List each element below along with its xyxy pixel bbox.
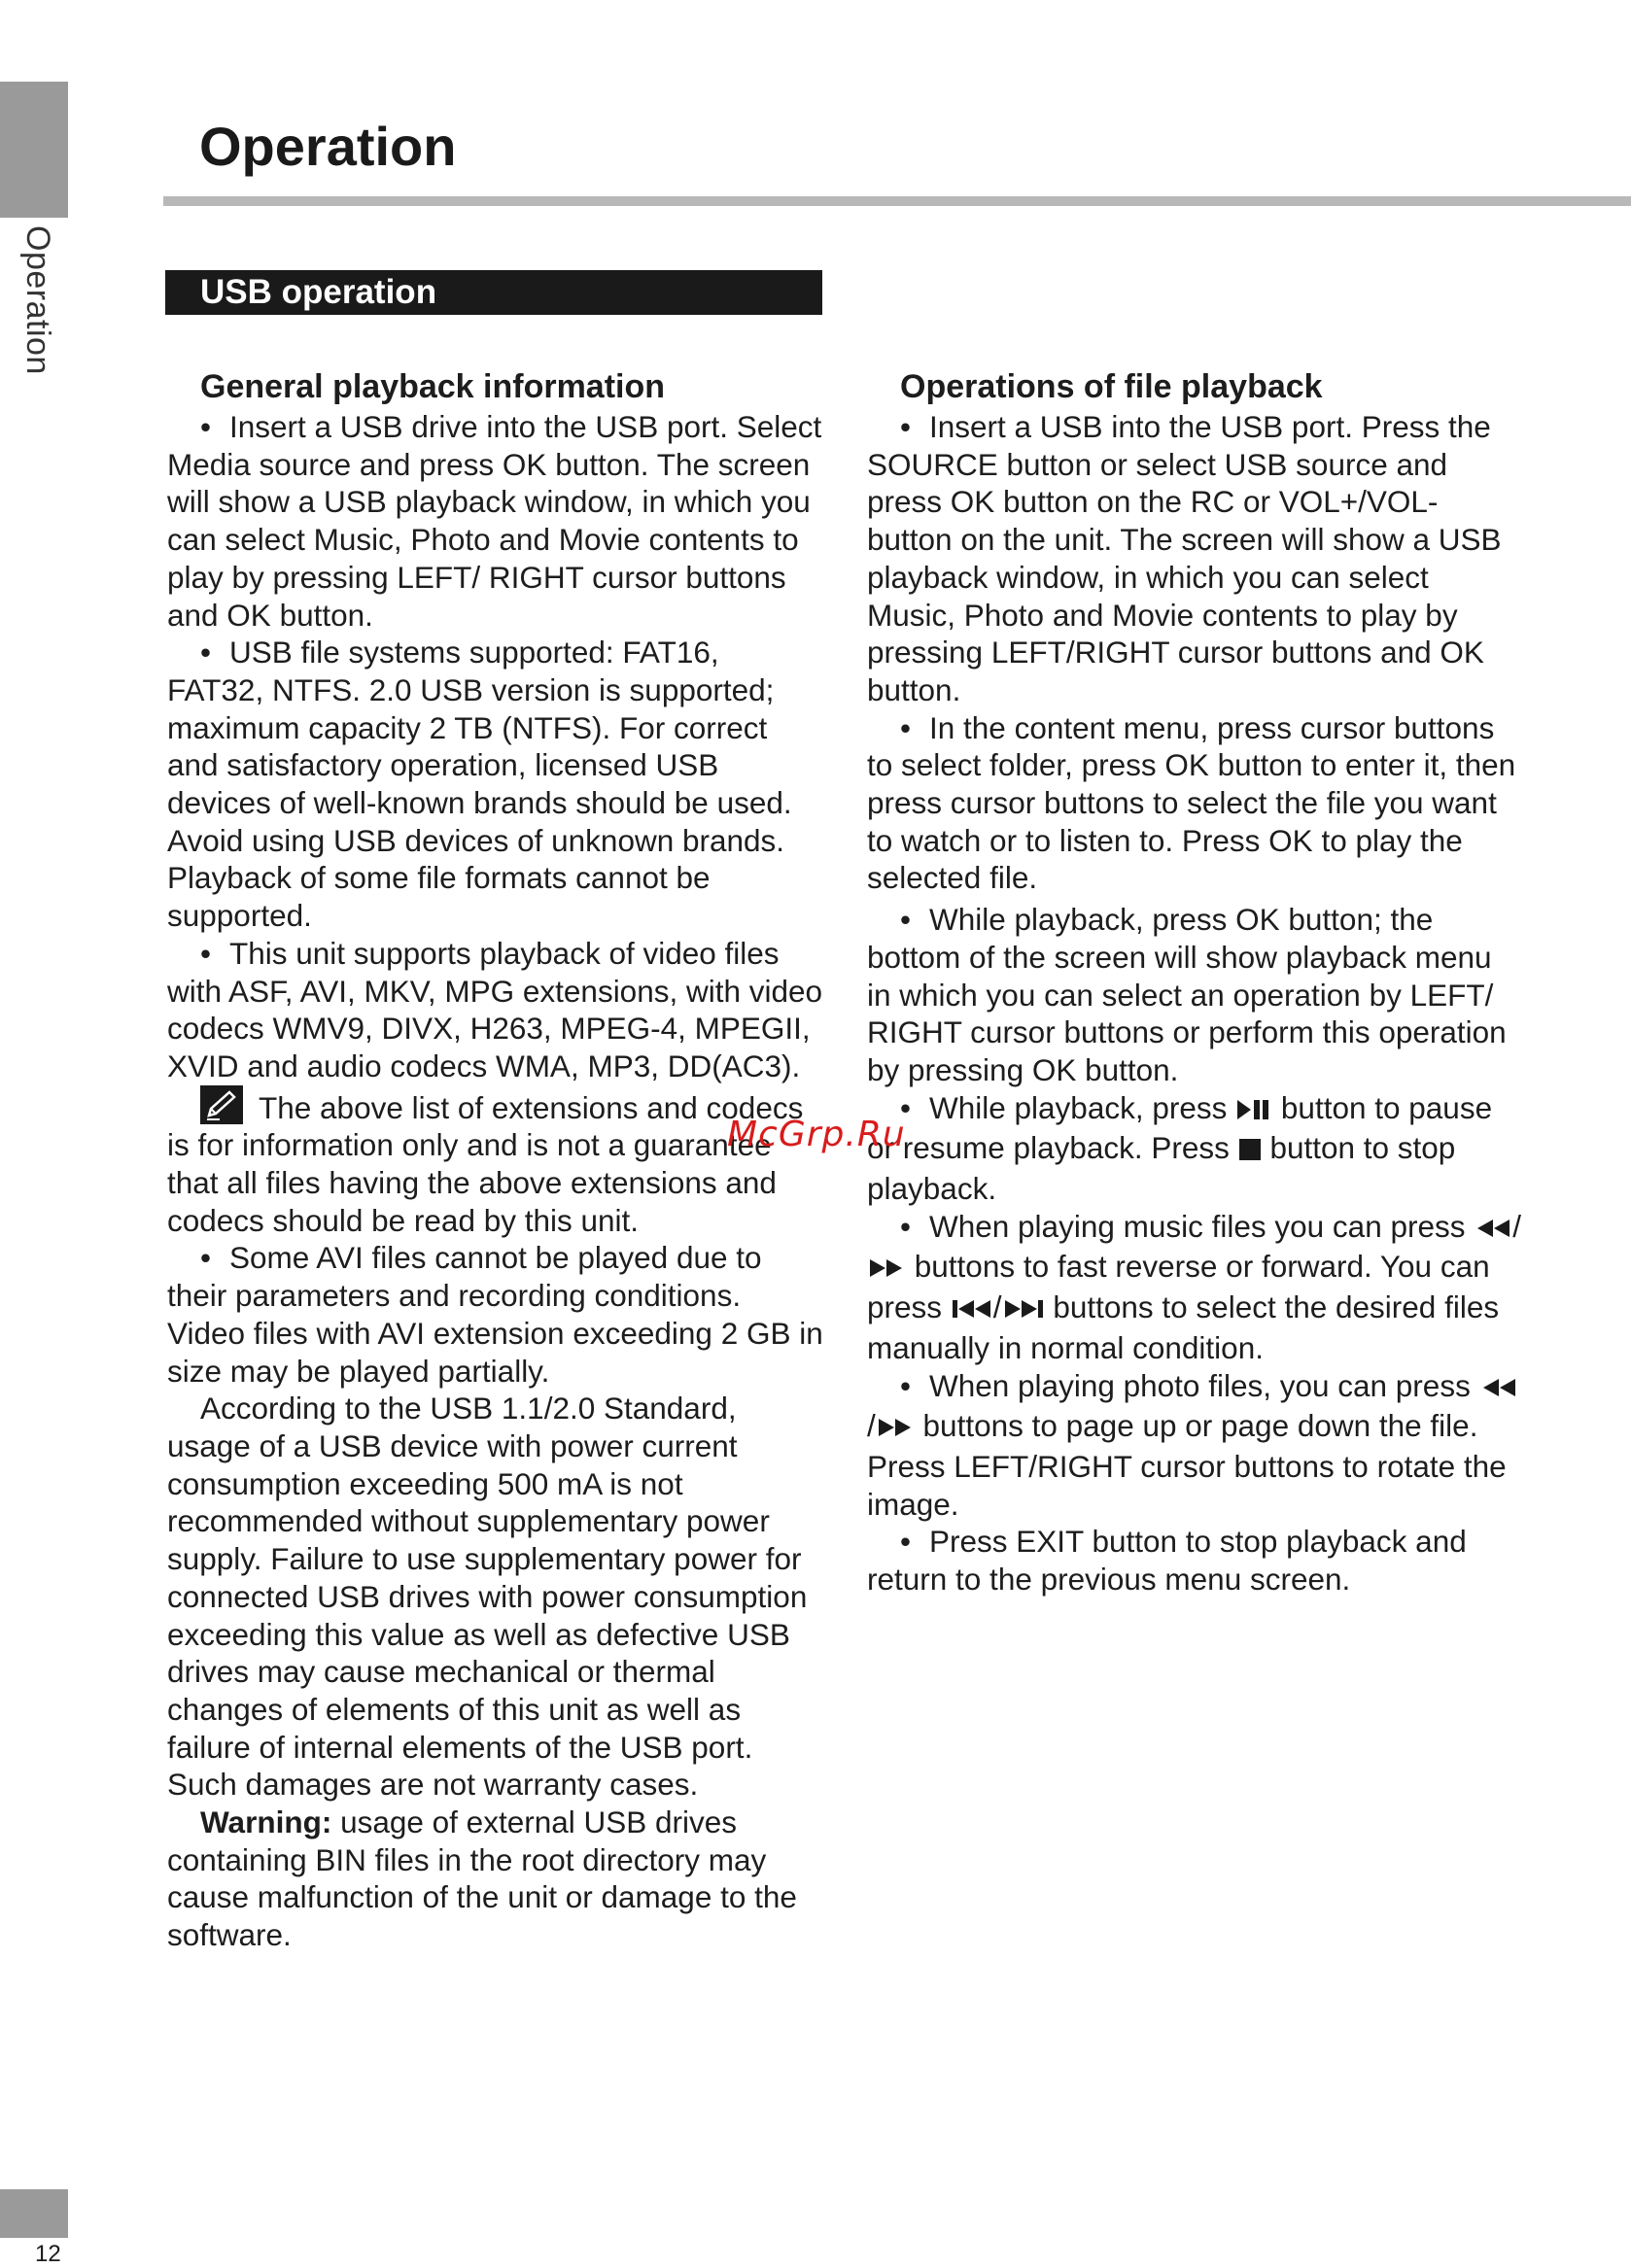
bullet-icon: •	[900, 1089, 912, 1125]
play-pause-icon	[1235, 1092, 1272, 1130]
bullet-icon: •	[200, 1240, 212, 1276]
bullet-icon: •	[900, 1208, 912, 1244]
list-item: • When playing music files you can press / buttons to fast reverse or forward. You can press / buttons to select the desired files manually in normal condition.	[867, 1208, 1522, 1365]
stop-icon	[1238, 1132, 1262, 1170]
bullet-icon: •	[900, 709, 912, 745]
file-playback-heading: Operations of file playback	[900, 368, 1323, 405]
page-number: 12	[35, 2241, 61, 2267]
title-divider	[163, 196, 1631, 206]
bullet-icon: •	[200, 635, 212, 670]
bullet-icon: •	[900, 902, 912, 938]
list-item: • This unit supports playback of video files with ASF, AVI, MKV, MPG extensions, with video codecs WMV9, DIVX, H263, MPEG-4, MPEGII, XVID and audio codecs WMA, MP3, DD(AC3).	[167, 935, 823, 1083]
list-item: • While playback, press button to pause or resume playback. Press button to stop playback.	[867, 1089, 1493, 1207]
list-item: • Insert a USB drive into the USB port. Select Media source and press OK button. The screen will show a USB playback window, in which you can select Music, Photo and Movie contents to play by pressing LEFT/ RIGHT cursor buttons and OK button.	[167, 409, 822, 633]
list-item: • USB file systems supported: FAT16, FAT32, NTFS. 2.0 USB version is supported; maximum capacity 2 TB (NTFS). For correct and satisfactory operation, licensed USB devices of well-known brands should be used. Avoid using USB devices of unknown brands. Playback of some file formats cannot be supported.	[167, 635, 792, 934]
bullet-icon: •	[900, 1367, 912, 1403]
bullet-icon: •	[200, 409, 212, 444]
list-item: • In the content menu, press cursor buttons to select folder, press OK button to enter it, then press cursor buttons to select the file you want to watch or to listen to. Press OK to play the selected file.	[867, 709, 1516, 896]
side-tab-marker	[0, 82, 68, 218]
usb-power-paragraph: According to the USB 1.1/2.0 Standard, usage of a USB device with power current consumption exceeding 500 mA is not recommended without supplementary power supply. Failure to use supplementary power for connected USB drives with power consumption exceeding this value as well as defective USB drives may cause mechanical or thermal changes of elements of this unit as well as failure of internal elements of the USB port. Such damages are not warranty cases.	[167, 1391, 808, 1803]
list-item: • Insert a USB into the USB port. Press the SOURCE button or select USB source and press OK button on the RC or VOL+/VOL- button on the unit. The screen will show a USB playback window, in which you can select Music, Photo and Movie contents to play by pressing LEFT/RIGHT cursor buttons and OK button.	[867, 409, 1502, 707]
page-title: Operation	[199, 116, 457, 177]
warning-paragraph: Warning: usage of external USB drives containing BIN files in the root directory may cause malfunction of the unit or damage to the software.	[167, 1804, 797, 1953]
right-column	[867, 365, 1523, 1598]
skip-previous-icon	[951, 1291, 993, 1329]
rewind-icon	[1474, 1211, 1512, 1249]
bullet-icon: •	[900, 409, 912, 444]
side-section-label: Operation	[19, 225, 56, 375]
bullet-icon: •	[900, 1524, 912, 1560]
list-item: • While playback, press OK button; the bottom of the screen will show playback menu in which you can select an operation by LEFT/ RIGHT cursor buttons or perform this operation by pressing OK button.	[867, 902, 1507, 1087]
watermark-text: McGrp.Ru	[727, 1115, 906, 1154]
fast-forward-icon	[867, 1251, 906, 1289]
skip-next-icon	[1002, 1291, 1045, 1329]
general-playback-heading: General playback information	[200, 368, 666, 405]
left-column	[167, 365, 823, 1954]
note-pencil-icon	[200, 1085, 243, 1124]
section-header: USB operation	[165, 270, 822, 315]
list-item: • Press EXIT button to stop playback and return to the previous menu screen.	[867, 1524, 1467, 1598]
fast-forward-icon	[876, 1410, 915, 1448]
bullet-icon: •	[200, 935, 212, 971]
warning-label: Warning:	[200, 1804, 332, 1840]
note-paragraph: The above list of extensions and codecs is for information only and is not a guarantee that all files having the above extensions and codecs should be read by this unit.	[167, 1085, 823, 1240]
footer-tab-marker	[0, 2189, 68, 2238]
list-item: • Some AVI files cannot be played due to their parameters and recording conditions. Video files with AVI extension exceeding 2 GB in size may be played partially.	[167, 1240, 823, 1389]
rewind-icon	[1479, 1370, 1518, 1408]
list-item: • When playing photo files, you can press / buttons to page up or page down the file. Press LEFT/RIGHT cursor buttons to rotate the image.	[867, 1367, 1523, 1524]
